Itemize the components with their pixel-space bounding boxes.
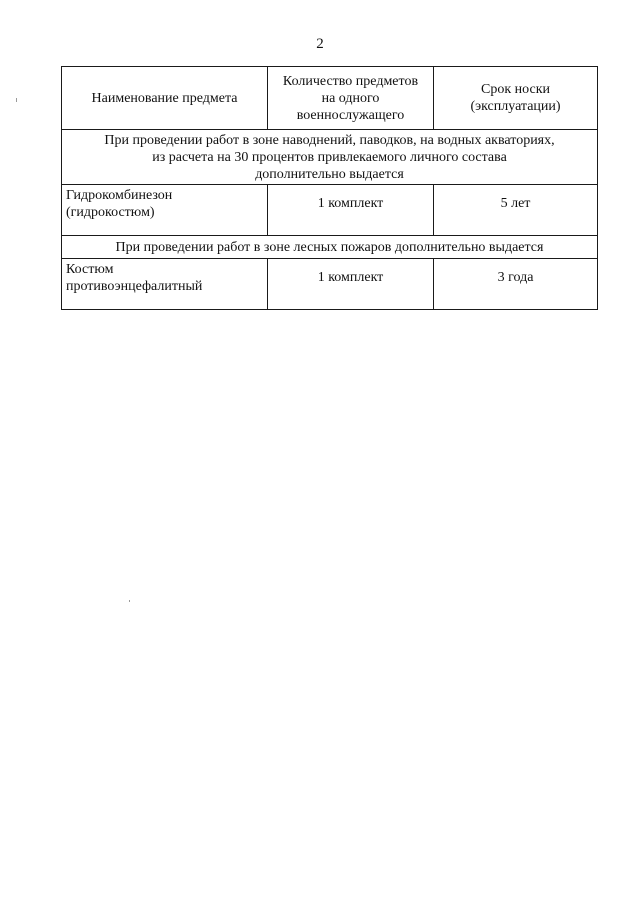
header-term-line: (эксплуатации) [470, 99, 561, 114]
section-title-line: При проведении работ в зоне наводнений, паводков, на водных акваториях, [104, 132, 555, 148]
header-quantity-line: Количество предметов [282, 73, 419, 89]
item-name-line: (гидрокостюм) [66, 205, 155, 220]
item-name-line: противоэнцефалитный [66, 279, 203, 294]
scan-mark [129, 600, 130, 602]
section-title-line: При проведении работ в зоне лесных пожаров дополнительно выдается [115, 239, 544, 255]
item-name-line: Костюм [66, 262, 114, 277]
item-name [62, 259, 268, 310]
table-header-row [62, 67, 598, 130]
section-title-line: дополнительно выдается [255, 166, 404, 182]
section-title [62, 236, 598, 259]
item-name [62, 185, 268, 236]
header-quantity-line: на одного [321, 90, 380, 106]
section-row [62, 236, 598, 259]
item-quantity: 1 комплект [268, 185, 434, 236]
item-term: 3 года [434, 259, 598, 310]
header-term-line: Срок носки [481, 82, 550, 97]
table-row [62, 185, 598, 236]
header-quantity [268, 67, 434, 130]
section-title [62, 130, 598, 185]
item-term: 5 лет [434, 185, 598, 236]
table-row [62, 259, 598, 310]
item-quantity: 1 комплект [268, 259, 434, 310]
scan-mark [16, 98, 17, 102]
item-name-line: Гидрокомбинезон [66, 188, 173, 203]
section-title-line: из расчета на 30 процентов привлекаемого личного состава [152, 149, 507, 165]
header-term [434, 67, 598, 130]
header-item-name: Наименование предмета [62, 67, 268, 130]
section-row [62, 130, 598, 185]
header-quantity-line: военнослужащего [296, 107, 405, 123]
equipment-table [61, 66, 598, 310]
page-number: 2 [316, 36, 324, 52]
